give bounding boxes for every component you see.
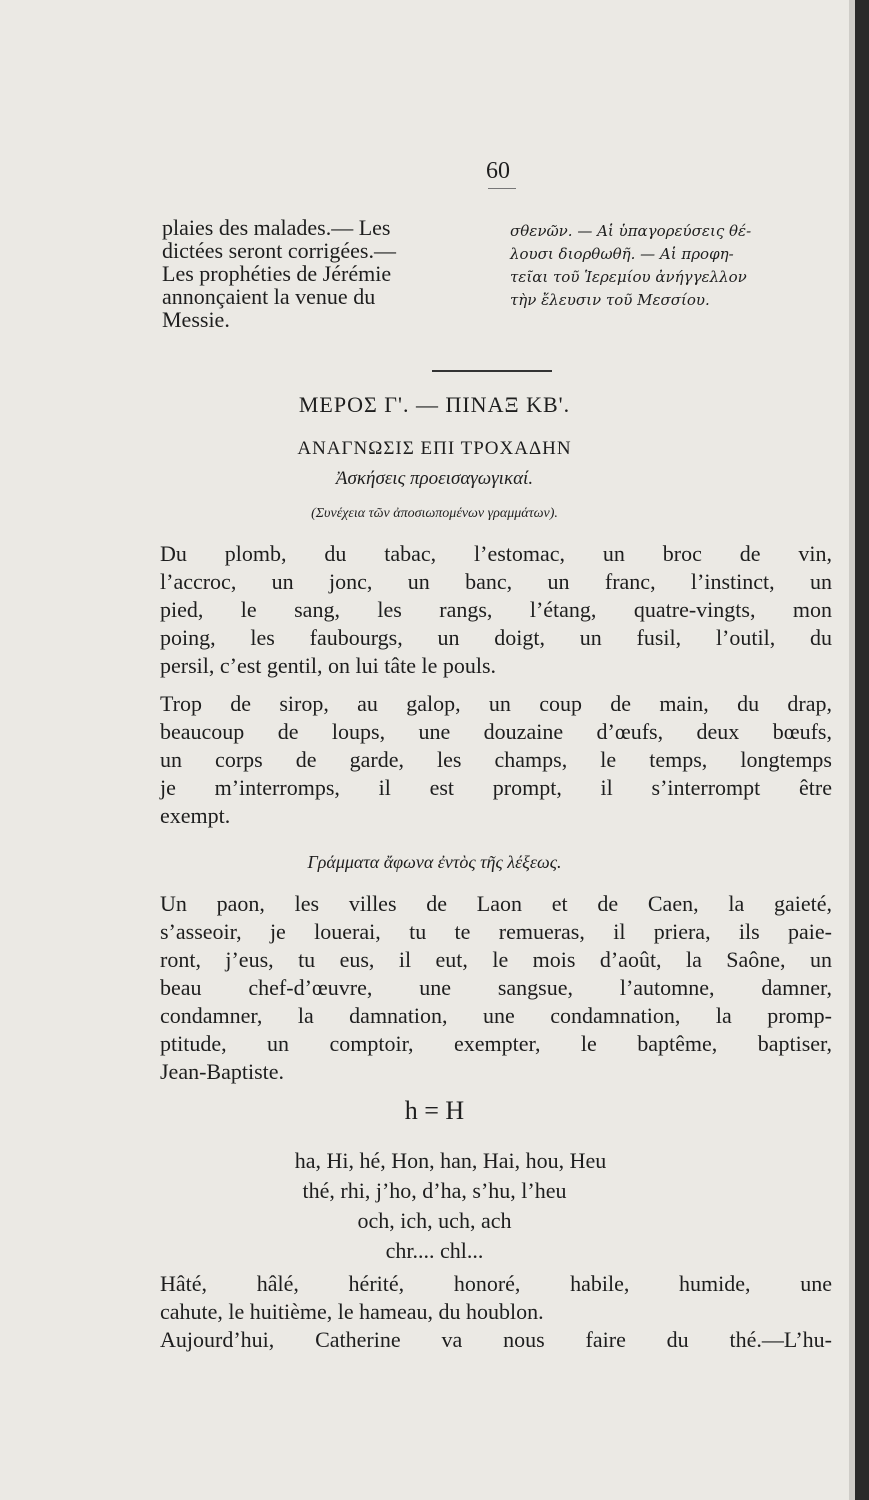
paragraph-final-consonants [160, 540, 832, 680]
paragraph-silent-letters [160, 890, 832, 1086]
greek-line: λουσι διορθωθῆ. — Αἱ προφη- [510, 245, 734, 263]
reading-heading: ΑΝΑΓΝΩΣΙΣ ΕΠΙ ΤΡΟΧΑΔΗΝ [297, 438, 572, 459]
continuation-subheading: (Συνέχεια τῶν ἀποσιωπομένων γραμμάτων). [311, 506, 558, 521]
silent-letters-heading: Γράμματα ἄφωνα ἐντὸς τῆς λέξεως. [307, 852, 562, 872]
french-line: Les prophéties de Jérémie [162, 261, 392, 286]
page-number-ornament [488, 188, 516, 193]
greek-line: τεῖαι τοῦ Ἱερεμίου ἀνήγγελλον [510, 268, 747, 286]
french-column [162, 216, 482, 331]
text-line: pied, le sang, les rangs, l’étang, quatre-vingts, mon [160, 597, 832, 622]
text-line: poing, les faubourgs, un doigt, un fusil, l’outil, du [160, 625, 832, 650]
greek-line: σθενῶν. — Αἱ ὑπαγορεύσεις θέ- [510, 222, 752, 240]
french-line: plaies des malades.— Les [162, 215, 391, 240]
paragraph-p-endings [160, 690, 832, 830]
french-line: Messie. [162, 307, 230, 332]
text-line: beau chef-d’œuvre, une sangsue, l’automne, damner, [160, 975, 832, 1000]
text-line: exempt. [160, 803, 231, 828]
text-line: persil, c’est gentil, on lui tâte le pouls. [160, 653, 497, 678]
section-divider [432, 370, 552, 372]
text-line: je m’interromps, il est prompt, il s’interrompt être [160, 775, 832, 800]
greek-line: τὴν ἔλευσιν τοῦ Μεσσίου. [510, 291, 710, 309]
h-syllables-line: thé, rhi, j’ho, d’ha, s’hu, l’heu [302, 1178, 567, 1203]
text-line: condamner, la damnation, une condamnation, la promp- [160, 1003, 832, 1028]
text-line: ront, j’eus, tu eus, il eut, le mois d’août, la Saône, un [160, 947, 832, 972]
section-heading: ΜΕΡΟΣ Γ'. — ΠΙΝΑΞ ΚΒ'. [298, 392, 571, 417]
text-line: cahute, le huitième, le hameau, du houblon. [160, 1299, 544, 1324]
french-line: dictées seront corrigées.— [162, 238, 396, 263]
h-syllables-line: ha, Hi, hé, Hon, han, Hai, hou, Heu [294, 1148, 607, 1173]
paragraph-h-words [160, 1270, 832, 1354]
text-line: Hâté, hâlé, hérité, honoré, habile, humide, une [160, 1271, 832, 1296]
greek-column [510, 220, 840, 312]
h-letter-title: h = H [404, 1096, 465, 1125]
french-line: annonçaient la venue du [162, 284, 376, 309]
book-edge [855, 0, 869, 1500]
text-line: l’accroc, un jonc, un banc, un franc, l’instinct, un [160, 569, 832, 594]
text-line: Un paon, les villes de Laon et de Caen, la gaieté, [160, 891, 832, 916]
text-line: Du plomb, du tabac, l’estomac, un broc de vin, [160, 541, 832, 566]
text-line: Jean-Baptiste. [160, 1059, 285, 1084]
h-syllables-line: chr.... chl... [385, 1238, 484, 1263]
text-line: un corps de garde, les champs, le temps, longtemps [160, 747, 832, 772]
text-line: Trop de sirop, au galop, un coup de main, du drap, [160, 691, 832, 716]
page-number: 60 [486, 158, 510, 184]
text-line: ptitude, un comptoir, exempter, le baptême, baptiser, [160, 1031, 832, 1056]
text-line: Aujourd’hui, Catherine va nous faire du thé.—L’hu- [160, 1327, 832, 1352]
text-line: s’asseoir, je louerai, tu te remueras, il priera, ils paie- [160, 919, 832, 944]
h-syllables-line: och, ich, uch, ach [357, 1208, 512, 1233]
exercises-heading: Ἀσκήσεις προεισαγωγικαί. [335, 468, 534, 489]
text-line: beaucoup de loups, une douzaine d’œufs, deux bœufs, [160, 719, 832, 744]
